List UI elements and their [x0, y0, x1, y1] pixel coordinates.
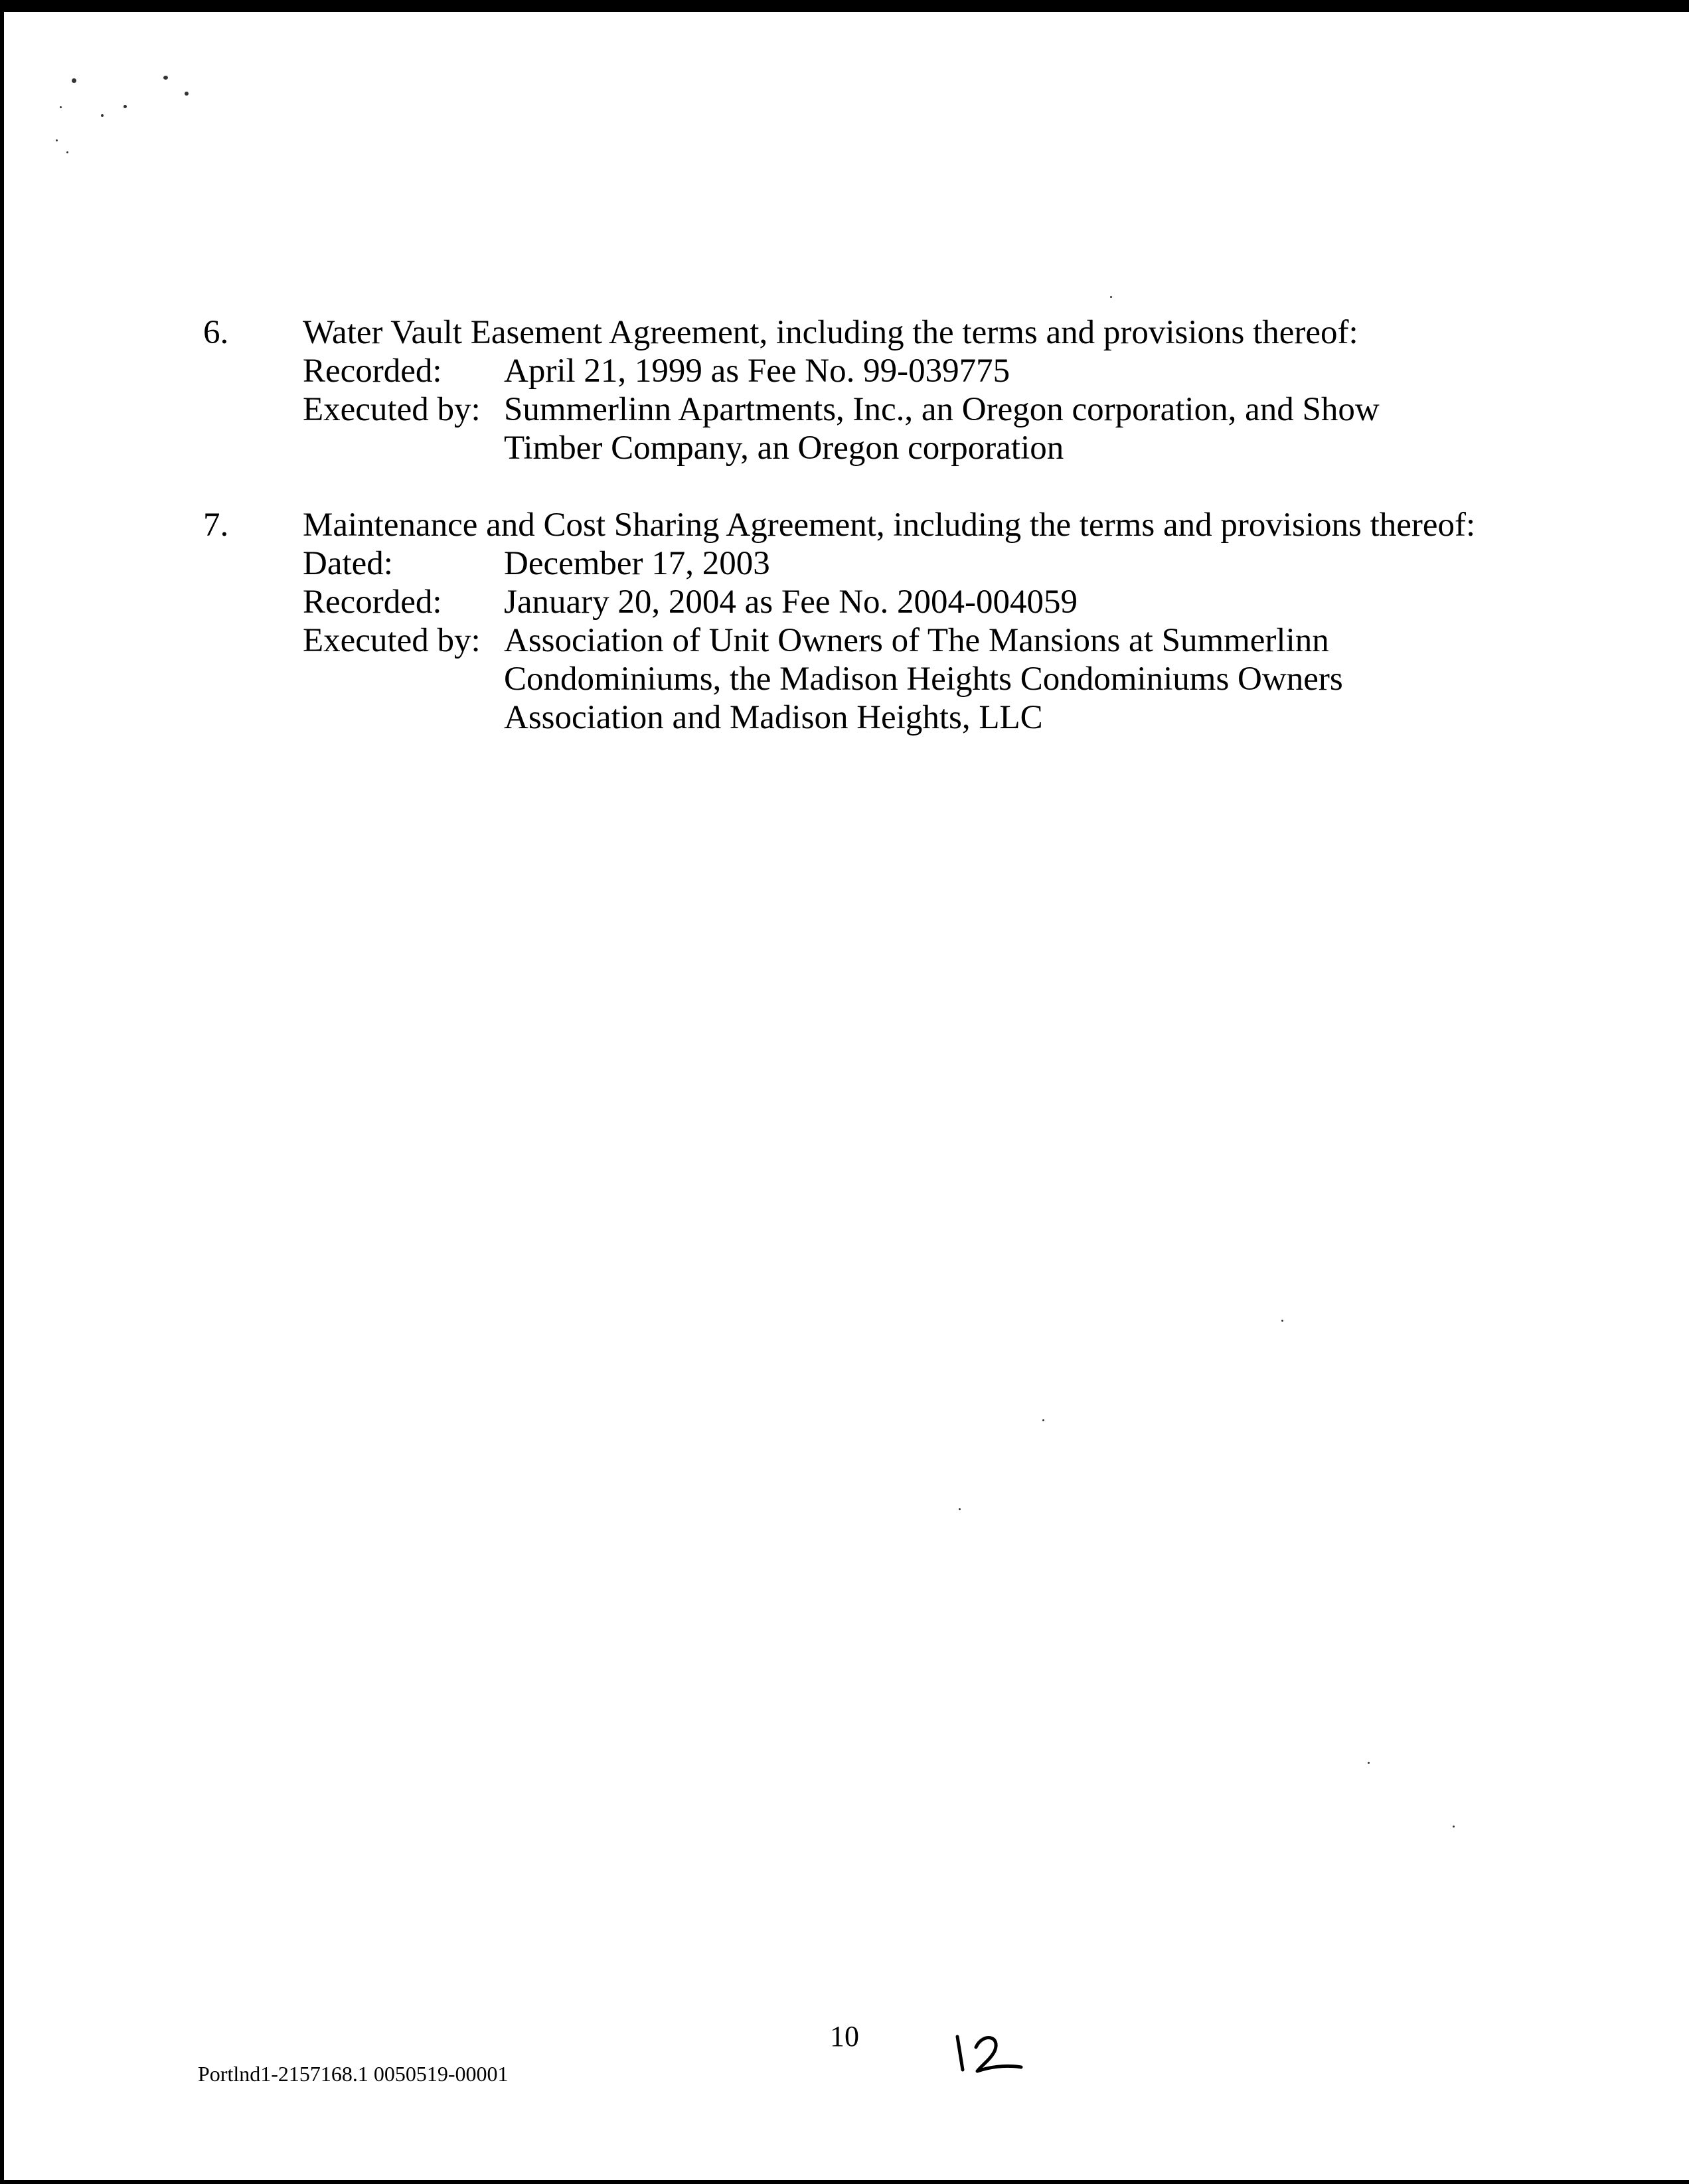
scan-speck: [1110, 296, 1112, 298]
field-value: December 17, 2003: [504, 545, 770, 582]
item-number: 7.: [203, 507, 229, 544]
field-label: Executed by:: [303, 391, 481, 428]
scan-speck: [56, 139, 58, 141]
scan-speck: [1042, 1419, 1044, 1421]
scan-border-left: [0, 0, 4, 2184]
scan-speck: [185, 92, 189, 96]
scan-speck: [1281, 1320, 1283, 1322]
scan-speck: [1453, 1826, 1455, 1828]
field-value: Association of Unit Owners of The Mansions at Summerlinn Condominiums, the Madison Heights Condominiums Owners Association and Madison Heights, LLC: [504, 622, 1343, 736]
field-value: April 21, 1999 as Fee No. 99-039775: [504, 352, 1010, 390]
item-heading: Water Vault Easement Agreement, including the terms and provisions thereof:: [303, 314, 1358, 351]
scan-speck: [60, 106, 62, 108]
scan-speck: [1368, 1762, 1370, 1764]
field-label: Recorded:: [303, 584, 442, 621]
scan-speck: [72, 78, 76, 83]
scan-border-bottom: [0, 2180, 1689, 2184]
item-number: 6.: [203, 314, 229, 351]
scan-speck: [123, 105, 127, 108]
page-number: 10: [830, 2020, 859, 2053]
scan-speck: [66, 151, 68, 153]
field-value: January 20, 2004 as Fee No. 2004-004059: [504, 584, 1078, 621]
handwritten-page-mark-icon: [948, 2018, 1028, 2078]
field-value: Summerlinn Apartments, Inc., an Oregon corporation, and Show Timber Company, an Oregon corporation: [504, 391, 1380, 467]
scan-speck: [163, 76, 168, 80]
field-label: Dated:: [303, 545, 393, 582]
scan-speck: [101, 114, 104, 117]
field-label: Recorded:: [303, 352, 442, 390]
scan-speck: [959, 1508, 961, 1510]
document-id: Portlnd1-2157168.1 0050519-00001: [198, 2062, 509, 2086]
scan-border-top: [0, 0, 1689, 12]
item-heading: Maintenance and Cost Sharing Agreement, including the terms and provisions thereof:: [303, 507, 1476, 544]
field-label: Executed by:: [303, 622, 481, 659]
